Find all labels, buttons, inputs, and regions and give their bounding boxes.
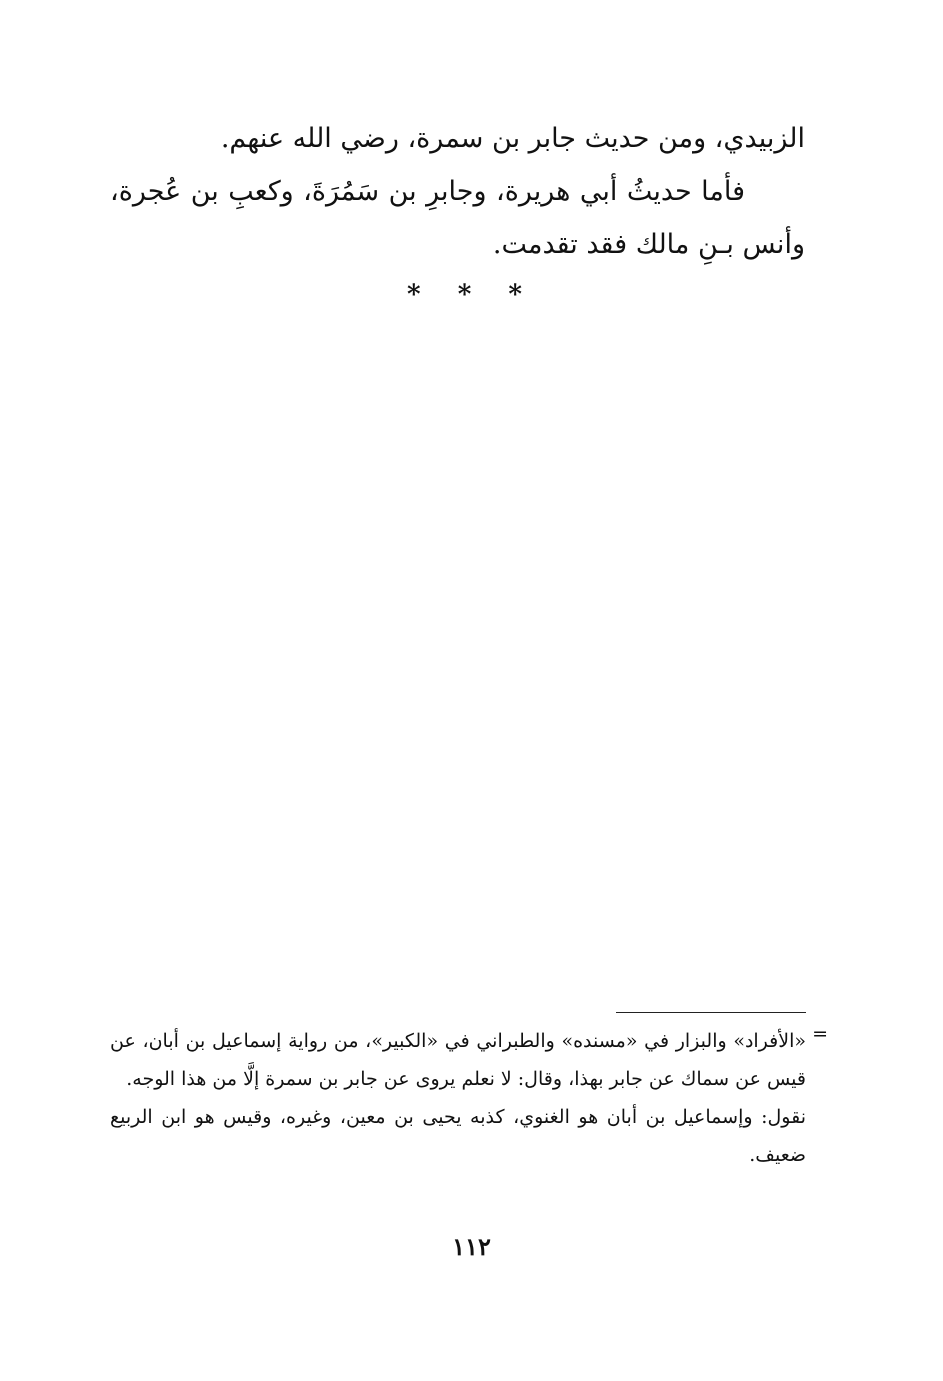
page-number: ١١٢ xyxy=(452,1232,491,1261)
main-paragraph-2: فأما حديثُ أبي هريرة، وجابرِ بن سَمُرَةَ، وكعبِ بن عُجرة، وأنس بـنِ مالك فقد تقدمت. xyxy=(110,176,805,260)
footnote-paragraph-1: «الأفراد» والبزار في «مسنده» والطبراني في «الكبير»، من رواية إسماعيل بن أبان، عن قيس عن سماك عن جابر بهذا، وقال: لا نعلم يروى عن جابر بن سمرة إلَّا من هذا الوجه. xyxy=(110,1030,806,1090)
main-text-body xyxy=(110,112,805,271)
section-separator: * * * xyxy=(407,280,536,310)
footnote-divider xyxy=(616,1012,806,1013)
main-paragraph-1: الزبيدي، ومن حديث جابر بن سمرة، رضي الله عنهم. xyxy=(220,123,805,154)
footnotes-section xyxy=(110,1022,806,1174)
footnote-paragraph-2: نقول: وإسماعيل بن أبان هو الغنوي، كذبه يحيى بن معين، وغيره، وقيس هو ابن الربيع ضعيف. xyxy=(110,1106,806,1166)
footnote-continuation-mark: = xyxy=(812,1023,828,1045)
